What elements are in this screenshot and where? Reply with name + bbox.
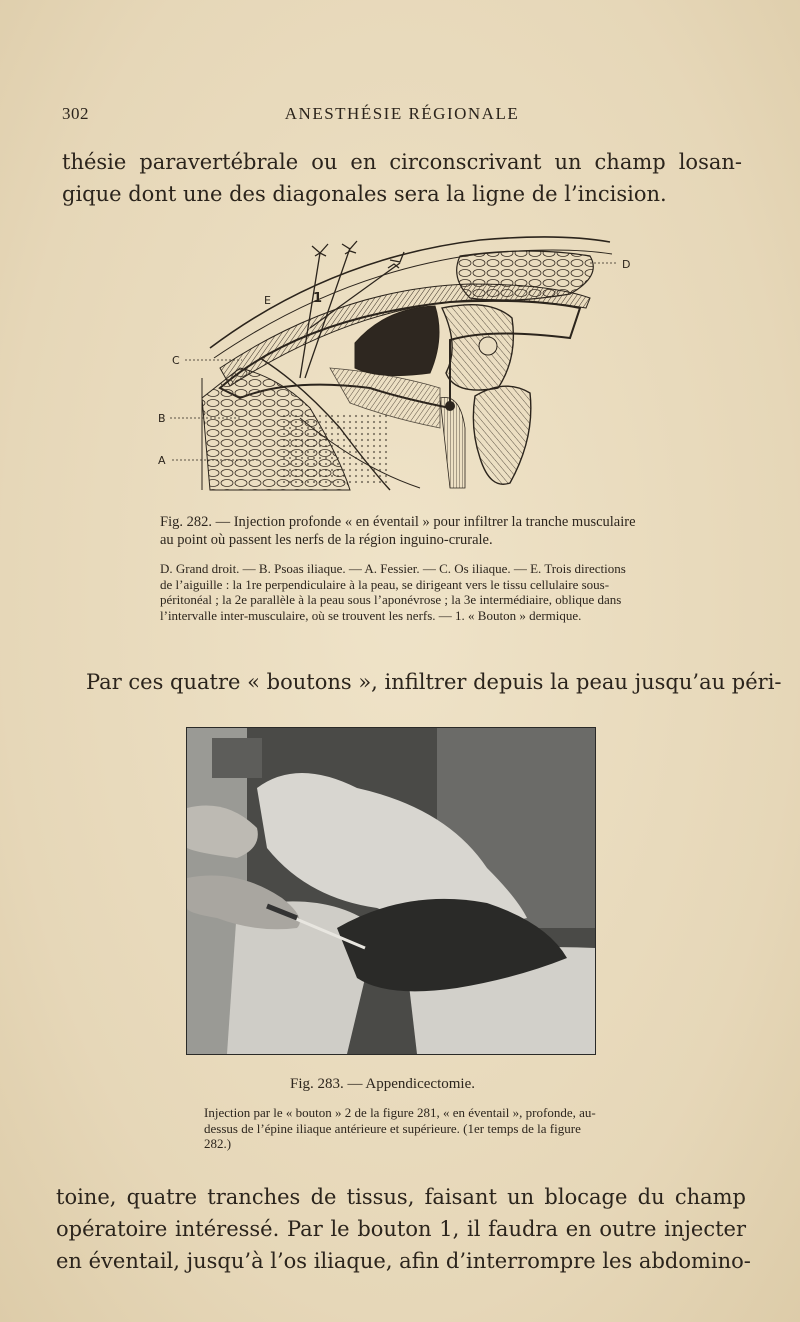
paragraph-line: thésie paravertébrale ou en circonscrivant un champ losan-	[62, 150, 742, 174]
label-c: C	[172, 354, 180, 367]
label-d: D	[622, 258, 631, 271]
paragraph-bottom	[56, 1181, 751, 1277]
label-a: A	[158, 454, 166, 467]
page-header	[62, 104, 742, 128]
figure-283-photo	[186, 727, 596, 1055]
paragraph-top	[62, 146, 742, 210]
paragraph-line: opératoire intéressé. Par le bouton 1, il faudra en outre injecter	[56, 1217, 746, 1241]
running-title: ANESTHÉSIE RÉGIONALE	[284, 104, 520, 123]
paragraph-line: gique dont une des diagonales sera la ligne de l’incision.	[62, 182, 667, 206]
figure-282-illustration	[150, 228, 660, 506]
paragraph-line: en éventail, jusqu’à l’os iliaque, afin d’interrompre les abdomino-	[56, 1249, 751, 1273]
figure-283-legend: Injection par le « bouton » 2 de la figure 281, « en éventail », profonde, au-dessus de l’épine iliaque antérieure et supérieure. (1er temps de la figure 282.)	[204, 1105, 596, 1151]
paragraph-line: toine, quatre tranches de tissus, faisant un blocage du champ	[56, 1185, 746, 1209]
label-e: E	[264, 294, 271, 307]
label-b: B	[158, 412, 166, 425]
paragraph-line: Par ces quatre « boutons », infiltrer depuis la peau jusqu’au péri-	[86, 670, 782, 694]
paragraph-middle	[86, 666, 782, 698]
label-1: 1	[313, 291, 323, 306]
figure-282-legend: D. Grand droit. — B. Psoas iliaque. — A. Fessier. — C. Os iliaque. — E. Trois directions de l’aiguille : la 1re perpendiculaire à la peau, se dirigeant vers le tissu cellulaire sous-péritonéal ; la 2e parallèle à la peau sous l’aponévrose ; la 3e intermédiaire, oblique dans l’intervalle inter-musculaire, où se trouvent les nerfs. — 1. « Bouton » dermique.	[160, 561, 626, 623]
figure-282-caption: Fig. 282. — Injection profonde « en éventail » pour infiltrer la tranche musculaire au point où passent les nerfs de la région inguino-crurale.	[160, 514, 636, 548]
page-number: 302	[62, 104, 89, 123]
figure-283-caption: Fig. 283. — Appendicectomie.	[290, 1076, 475, 1092]
